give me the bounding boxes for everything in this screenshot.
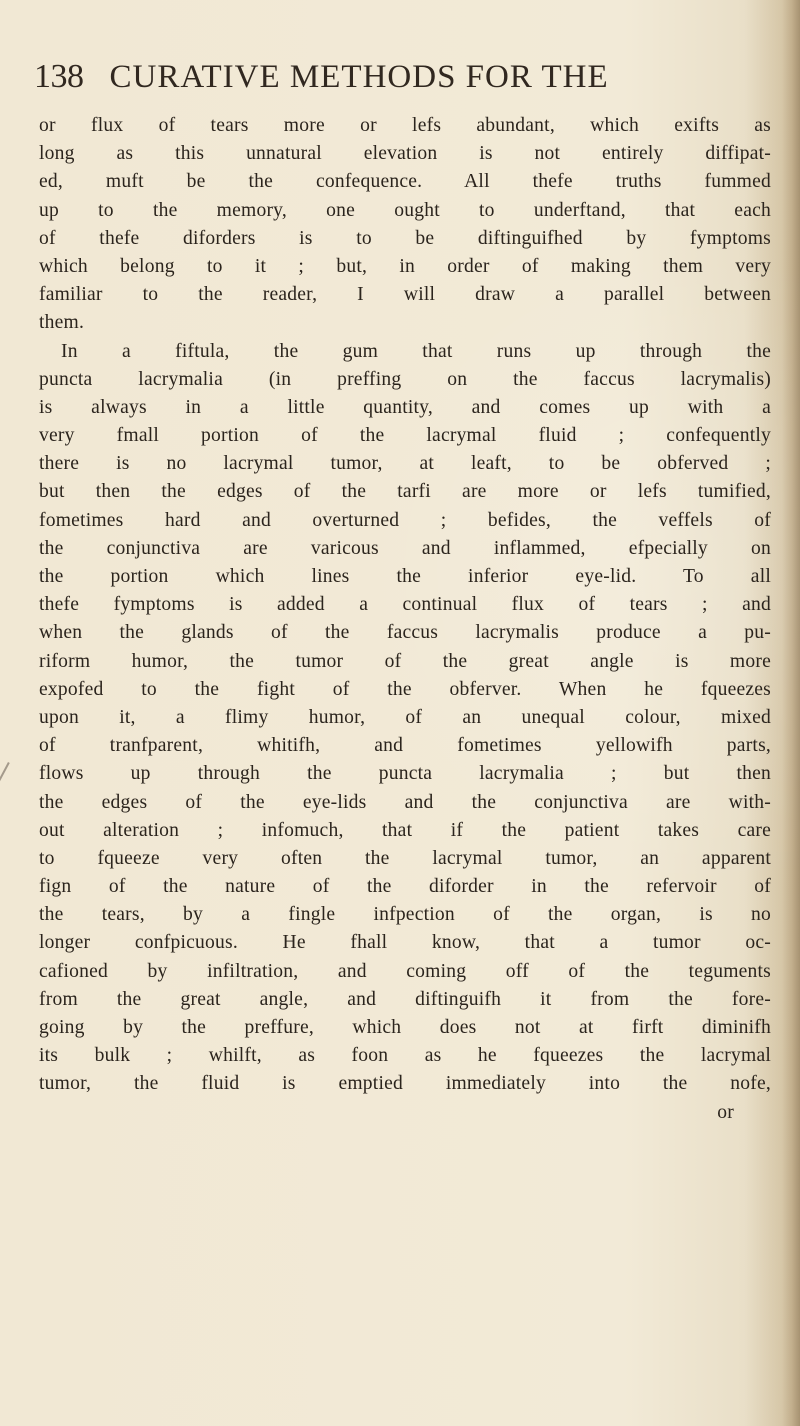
text-line: out alteration ; infomuch, that if the patient takes care [39, 819, 771, 841]
text-line: puncta lacrymalia (in preffing on the faccus lacrymalis) [39, 368, 771, 390]
text-line: cafioned by infiltration, and coming off of the teguments [39, 960, 771, 982]
page-header [34, 58, 754, 108]
text-line: there is no lacrymal tumor, at leaft, to be obferved ; [39, 453, 771, 475]
text-line: familiar to the reader, I will draw a parallel between [39, 284, 771, 306]
text-line: of thefe diforders is to be diftinguifhed by fymptoms [39, 227, 771, 249]
text-line: up to the memory, one ought to underftand, that each [39, 199, 771, 221]
text-line: going by the preffure, which does not at firft diminifh [39, 1017, 771, 1038]
text-line: flows up through the puncta lacrymalia ; but then [39, 763, 771, 785]
text-line: the edges of the eye-lids and the conjunctiva are with- [39, 791, 771, 813]
text-line: long as this unnatural elevation is not entirely diffipat- [39, 143, 771, 165]
text-line: fometimes hard and overturned ; befides, the veffels of [39, 509, 771, 531]
text-line: riform humor, the tumor of the great angle is more [39, 650, 771, 672]
text-line: when the glands of the faccus lacrymalis produce a pu- [39, 622, 771, 644]
text-line: but then the edges of the tarfi are more or lefs tumified, [39, 481, 771, 503]
text-line: ed, muft be the confequence. All thefe truths fummed [39, 171, 771, 193]
text-line: them. [39, 312, 85, 334]
text-line: or flux of tears more or lefs abundant, which exifts as [39, 115, 771, 136]
text-line: fign of the nature of the diforder in the refervoir of [39, 876, 771, 898]
text-line: tumor, the fluid is emptied immediately into the nofe, [39, 1073, 771, 1095]
text-line: the tears, by a fingle infpection of the organ, is no [39, 904, 771, 926]
text-line: In a fiftula, the gum that runs up through the [61, 340, 771, 362]
margin-mark [0, 762, 10, 804]
text-line: expofed to the fight of the obferver. When he fqueezes [39, 678, 771, 700]
text-line: which belong to it ; but, in order of making them very [39, 255, 771, 277]
text-line: thefe fymptoms is added a continual flux of tears ; and [39, 594, 771, 616]
text-line: the portion which lines the inferior eye-lid. To all [39, 566, 771, 587]
page-edge-shadow [782, 0, 800, 1426]
text-line: from the great angle, and diftinguifh it from the fore- [39, 988, 771, 1010]
body-text [39, 112, 771, 1127]
catchword: or [717, 1101, 734, 1123]
text-line: of tranfparent, whitifh, and fometimes yellowifh parts, [39, 735, 771, 757]
text-line: upon it, a flimy humor, of an unequal colour, mixed [39, 706, 771, 728]
text-line: longer confpicuous. He fhall know, that a tumor oc- [39, 932, 771, 954]
text-line: its bulk ; whilft, as foon as he fqueezes the lacrymal [39, 1045, 771, 1067]
text-line: very fmall portion of the lacrymal fluid ; confequently [39, 425, 771, 447]
text-line: is always in a little quantity, and comes up with a [39, 396, 771, 418]
page-number: 138 [34, 58, 84, 95]
running-head: CURATIVE METHODS FOR THE [109, 59, 609, 95]
text-line: the conjunctiva are varicous and inflammed, efpecially on [39, 537, 771, 559]
text-line: to fqueeze very often the lacrymal tumor, an apparent [39, 847, 771, 869]
